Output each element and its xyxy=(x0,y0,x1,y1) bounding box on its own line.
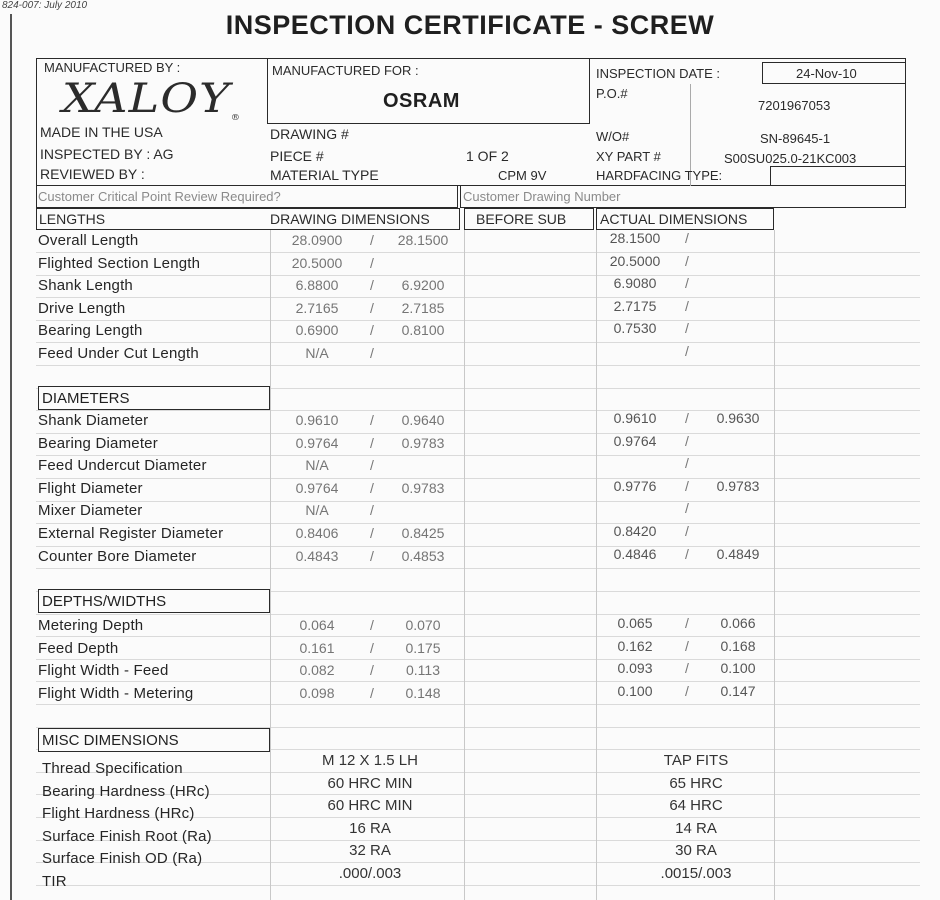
table-row xyxy=(0,525,940,547)
actual-max-value: 0.9783 xyxy=(716,478,760,494)
actual-min-value: 0.7530 xyxy=(613,320,657,336)
drawing-separator: / xyxy=(370,277,374,293)
table-row xyxy=(0,820,940,848)
material-value: CPM 9V xyxy=(498,168,547,183)
logo-text: XALOY xyxy=(62,76,231,122)
drawing-max-value: 0.9783 xyxy=(401,480,445,496)
table-row xyxy=(0,548,940,570)
table-row xyxy=(0,255,940,277)
actual-min-value: 0.8420 xyxy=(613,523,657,539)
drawing-min-value: 0.6900 xyxy=(295,322,339,338)
drawing-separator: / xyxy=(370,617,374,633)
hardfacing-label: HARDFACING TYPE: xyxy=(596,168,723,183)
misc-actual-value: 64 HRC xyxy=(669,797,723,814)
drawing-min-value: 0.9610 xyxy=(295,412,339,428)
table-row xyxy=(0,752,940,780)
made-in-label: MADE IN THE USA xyxy=(40,124,163,140)
table-row xyxy=(0,480,940,502)
misc-actual-value: 14 RA xyxy=(675,820,717,837)
drawing-separator: / xyxy=(370,502,374,518)
drawing-min-value: 2.7165 xyxy=(295,300,339,316)
actual-min-value: 0.9610 xyxy=(613,410,657,426)
misc-drawing-value: 60 HRC MIN xyxy=(327,775,413,792)
drawing-max-value: 0.4853 xyxy=(401,548,445,564)
critical-point-label: Customer Critical Point Review Required? xyxy=(38,189,281,204)
actual-min-value: 0.162 xyxy=(617,638,653,654)
misc-actual-value: 30 RA xyxy=(675,842,717,859)
drawing-separator: / xyxy=(370,685,374,701)
drawing-max-value: 2.7185 xyxy=(401,300,445,316)
actual-max-value: 0.100 xyxy=(720,660,756,676)
drawing-separator: / xyxy=(370,662,374,678)
drawing-label: DRAWING # xyxy=(270,126,349,142)
drawing-separator: / xyxy=(370,322,374,338)
drawing-min-value: 0.9764 xyxy=(295,435,339,451)
po-value: 7201967053 xyxy=(758,98,831,113)
diameters-section-title: DIAMETERS xyxy=(38,386,270,410)
drawing-max-value: 6.9200 xyxy=(401,277,445,293)
actual-min-value: 20.5000 xyxy=(609,253,661,269)
drawing-max-value: 0.148 xyxy=(405,685,441,701)
actual-separator: / xyxy=(685,615,689,631)
actual-separator: / xyxy=(685,455,689,471)
actual-separator: / xyxy=(685,683,689,699)
drawing-min-value: N/A xyxy=(305,502,329,518)
actual-min-value: 2.7175 xyxy=(613,298,657,314)
dimension-name: Flight Diameter xyxy=(38,480,143,497)
table-row xyxy=(0,640,940,662)
dimension-name: Flight Width - Metering xyxy=(38,685,194,702)
actual-separator: / xyxy=(685,478,689,494)
before-sub-header-label: BEFORE SUB xyxy=(476,211,567,227)
actual-min-value: 6.9080 xyxy=(613,275,657,291)
drawing-min-value: 0.9764 xyxy=(295,480,339,496)
table-row xyxy=(0,662,940,684)
table-row xyxy=(0,322,940,344)
manufactured-by-label: MANUFACTURED BY : xyxy=(44,60,181,75)
actual-separator: / xyxy=(685,638,689,654)
drawing-min-value: 0.098 xyxy=(299,685,335,701)
actual-min-value: 0.100 xyxy=(617,683,653,699)
misc-section-title: MISC DIMENSIONS xyxy=(38,728,270,752)
drawing-max-value: 28.1500 xyxy=(397,232,449,248)
drawing-separator: / xyxy=(370,435,374,451)
misc-actual-value: TAP FITS xyxy=(663,752,729,769)
drawing-max-value: 0.113 xyxy=(406,662,440,678)
grid-line xyxy=(36,614,920,615)
lengths-header-label: LENGTHS xyxy=(39,211,106,227)
actual-separator: / xyxy=(685,320,689,336)
page-title: INSPECTION CERTIFICATE - SCREW xyxy=(225,10,715,40)
misc-name: TIR xyxy=(42,873,67,890)
dimension-name: Feed Depth xyxy=(38,640,119,657)
misc-actual-value: 65 HRC xyxy=(669,775,723,792)
misc-drawing-value: .000/.003 xyxy=(338,865,402,882)
actual-separator: / xyxy=(685,230,689,246)
table-row xyxy=(0,797,940,825)
drawing-max-value: 0.9640 xyxy=(401,412,445,428)
drawing-separator: / xyxy=(370,412,374,428)
xy-part-label: XY PART # xyxy=(596,149,661,164)
drawing-separator: / xyxy=(370,255,374,271)
table-row xyxy=(0,412,940,434)
table-row xyxy=(0,617,940,639)
dimension-name: Flighted Section Length xyxy=(38,255,201,272)
table-row xyxy=(0,232,940,254)
misc-name: Thread Specification xyxy=(42,760,183,777)
piece-label: PIECE # xyxy=(270,148,324,164)
drawing-min-value: 0.4843 xyxy=(295,548,339,564)
manufactured-for-label: MANUFACTURED FOR : xyxy=(272,63,419,78)
actual-separator: / xyxy=(685,523,689,539)
dimension-name: Mixer Diameter xyxy=(38,502,143,519)
drawing-separator: / xyxy=(370,345,374,361)
table-row xyxy=(0,685,940,707)
xaloy-logo: XALOY® xyxy=(62,76,242,122)
actual-separator: / xyxy=(685,500,689,516)
dimension-name: Bearing Diameter xyxy=(38,435,158,452)
wo-value: SN-89645-1 xyxy=(760,131,831,146)
drawing-max-value: 0.070 xyxy=(405,617,441,633)
table-row xyxy=(0,842,940,870)
dimension-name: Feed Undercut Diameter xyxy=(38,457,207,474)
dimension-name: Counter Bore Diameter xyxy=(38,548,197,565)
actual-max-value: 0.168 xyxy=(720,638,756,654)
dimension-name: Bearing Length xyxy=(38,322,143,339)
drawing-min-value: 28.0900 xyxy=(291,232,343,248)
dimension-name: Feed Under Cut Length xyxy=(38,345,199,362)
customer-name: OSRAM xyxy=(383,90,460,112)
drawing-min-value: N/A xyxy=(305,345,329,361)
misc-drawing-value: M 12 X 1.5 LH xyxy=(322,752,418,769)
actual-min-value: 0.093 xyxy=(617,660,653,676)
drawing-number-label: Customer Drawing Number xyxy=(463,189,621,204)
drawing-separator: / xyxy=(370,480,374,496)
actual-min-value: 0.4846 xyxy=(613,546,657,562)
actual-separator: / xyxy=(685,275,689,291)
actual-max-value: 0.9630 xyxy=(716,410,760,426)
table-row xyxy=(0,502,940,524)
inspection-date-value: 24-Nov-10 xyxy=(796,66,857,81)
misc-name: Bearing Hardness (HRc) xyxy=(42,783,210,800)
drawing-max-value: 0.8425 xyxy=(401,525,445,541)
misc-name: Surface Finish Root (Ra) xyxy=(42,828,212,845)
drawing-separator: / xyxy=(370,525,374,541)
piece-value: 1 OF 2 xyxy=(466,148,509,164)
dimension-name: Shank Length xyxy=(38,277,133,294)
actual-min-value: 28.1500 xyxy=(609,230,661,246)
misc-drawing-value: 32 RA xyxy=(349,842,391,859)
inspected-by-label: INSPECTED BY : AG xyxy=(40,146,174,162)
drawing-max-value: 0.9783 xyxy=(401,435,445,451)
drawing-separator: / xyxy=(370,548,374,564)
inspection-date-label: INSPECTION DATE : xyxy=(596,66,720,81)
material-label: MATERIAL TYPE xyxy=(270,167,379,183)
misc-actual-value: .0015/.003 xyxy=(660,865,732,882)
table-row xyxy=(0,345,940,367)
drawing-dimensions-header: DRAWING DIMENSIONS xyxy=(270,211,430,227)
dimension-name: External Register Diameter xyxy=(38,525,224,542)
drawing-max-value: 0.8100 xyxy=(401,322,445,338)
reviewed-by-label: REVIEWED BY : xyxy=(40,166,145,182)
actual-separator: / xyxy=(685,433,689,449)
drawing-min-value: N/A xyxy=(305,457,329,473)
wo-label: W/O# xyxy=(596,129,630,144)
form-number: 824-007: July 2010 xyxy=(2,0,88,11)
table-row xyxy=(0,775,940,803)
actual-separator: / xyxy=(685,546,689,562)
xy-part-value: S00SU025.0-21KC003 xyxy=(724,151,857,166)
drawing-separator: / xyxy=(370,640,374,656)
table-row xyxy=(0,865,940,893)
misc-drawing-value: 60 HRC MIN xyxy=(327,797,413,814)
dimension-name: Flight Width - Feed xyxy=(38,662,169,679)
actual-separator: / xyxy=(685,253,689,269)
actual-max-value: 0.066 xyxy=(720,615,756,631)
misc-drawing-value: 16 RA xyxy=(349,820,391,837)
hardfacing-value-cell xyxy=(770,166,906,186)
drawing-min-value: 0.064 xyxy=(299,617,335,633)
table-row xyxy=(0,300,940,322)
table-row xyxy=(0,457,940,479)
actual-separator: / xyxy=(685,660,689,676)
dimension-name: Shank Diameter xyxy=(38,412,149,429)
drawing-min-value: 6.8800 xyxy=(295,277,339,293)
actual-dimensions-header-label: ACTUAL DIMENSIONS xyxy=(600,211,748,227)
dimension-name: Overall Length xyxy=(38,232,139,249)
grid-line xyxy=(36,410,920,411)
actual-separator: / xyxy=(685,298,689,314)
actual-separator: / xyxy=(685,343,689,359)
drawing-separator: / xyxy=(370,232,374,248)
dimension-name: Drive Length xyxy=(38,300,126,317)
drawing-min-value: 0.082 xyxy=(299,662,335,678)
depths-section-title: DEPTHS/WIDTHS xyxy=(38,589,270,613)
misc-name: Flight Hardness (HRc) xyxy=(42,805,195,822)
actual-max-value: 0.147 xyxy=(720,683,756,699)
drawing-min-value: 0.161 xyxy=(299,640,335,656)
po-label: P.O.# xyxy=(596,86,628,101)
drawing-max-value: 0.175 xyxy=(405,640,441,656)
actual-separator: / xyxy=(685,410,689,426)
actual-min-value: 0.9776 xyxy=(613,478,657,494)
drawing-min-value: 0.8406 xyxy=(295,525,339,541)
drawing-separator: / xyxy=(370,300,374,316)
drawing-min-value: 20.5000 xyxy=(291,255,343,271)
table-row xyxy=(0,435,940,457)
table-row xyxy=(0,277,940,299)
dimension-name: Metering Depth xyxy=(38,617,144,634)
actual-min-value: 0.065 xyxy=(617,615,653,631)
drawing-separator: / xyxy=(370,457,374,473)
actual-min-value: 0.9764 xyxy=(613,433,657,449)
misc-name: Surface Finish OD (Ra) xyxy=(42,850,203,867)
actual-max-value: 0.4849 xyxy=(716,546,760,562)
